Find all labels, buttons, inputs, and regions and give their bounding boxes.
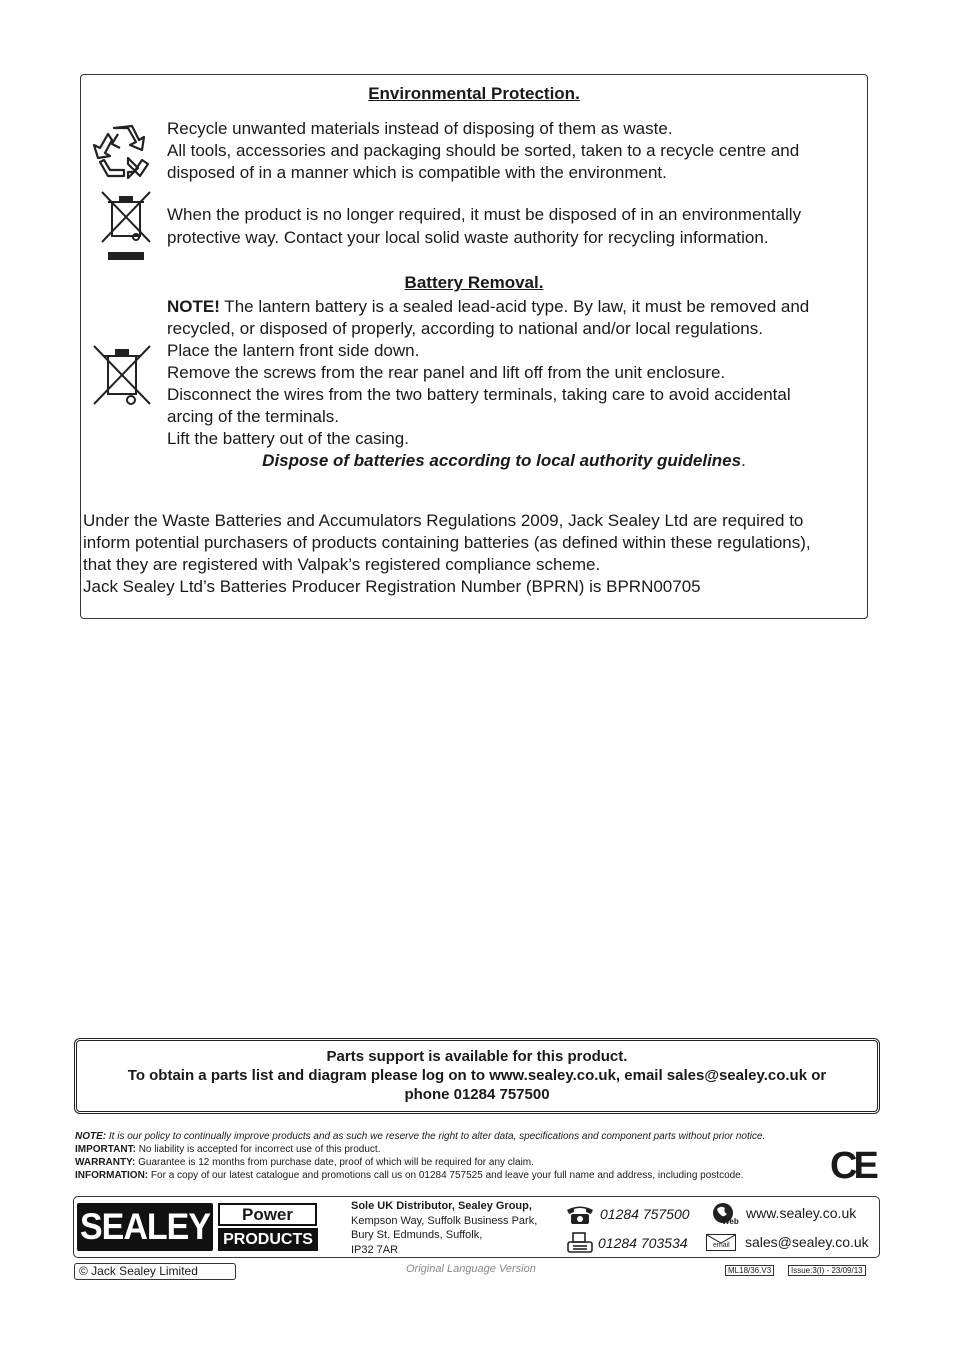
battery-line: Lift the battery out of the casing.: [167, 429, 409, 448]
note-text: It is our policy to continually improve products and as such we reserve the right to alter data, specifications and component parts without prior notice.: [106, 1131, 766, 1142]
battery-line: arcing of the terminals.: [167, 407, 339, 426]
regulations-line: that they are registered with Valpak’s registered compliance scheme.: [83, 555, 601, 574]
model-number: ML18/36.V3: [725, 1265, 774, 1276]
copyright: © Jack Sealey Limited: [74, 1263, 236, 1280]
sealey-logo-text: SEALEY: [79, 1206, 211, 1248]
warranty-label: WARRANTY:: [75, 1157, 136, 1168]
regulations-line: Under the Waste Batteries and Accumulators Regulations 2009, Jack Sealey Ltd are required to: [83, 511, 804, 530]
disposal-line: When the product is no longer required, it must be disposed of in an environmentally: [167, 205, 802, 224]
important-text: No liability is accepted for incorrect use of this product.: [135, 1144, 381, 1155]
environmental-heading: Environmental Protection.: [368, 84, 580, 103]
distributor-title: Sole UK Distributor, Sealey Group,: [351, 1200, 532, 1212]
email-envelope-icon: [706, 1234, 736, 1251]
information-text: For a copy of our latest catalogue and promotions call us on 01284 757525 and leave your full name and address, including postcode.: [148, 1170, 744, 1181]
parts-support-line: To obtain a parts list and diagram please log on to www.sealey.co.uk, email sales@sealey.co.uk or: [127, 1067, 827, 1084]
products-logo: PRODUCTS: [218, 1228, 318, 1251]
phone-number[interactable]: 01284 757500: [600, 1206, 690, 1222]
power-logo: Power: [218, 1203, 317, 1226]
battery-heading: Battery Removal.: [404, 273, 544, 292]
distributor-line: Kempson Way, Suffolk Business Park,: [351, 1214, 538, 1227]
telephone-icon: [565, 1203, 595, 1225]
website-link[interactable]: www.sealey.co.uk: [746, 1205, 857, 1221]
battery-note-label: NOTE!: [167, 297, 220, 316]
note-label: NOTE:: [75, 1131, 107, 1142]
fax-icon: [565, 1231, 595, 1255]
important-label: IMPORTANT:: [75, 1144, 136, 1155]
web-icon-label: Web: [722, 1217, 739, 1226]
battery-text: [167, 296, 867, 450]
dispose-guideline-period: .: [741, 451, 746, 470]
dispose-guideline: [80, 451, 928, 471]
distributor-address: [351, 1199, 537, 1257]
battery-line: recycled, or disposed of properly, according to national and/or local regulations.: [167, 319, 763, 338]
battery-line: Remove the screws from the rear panel and lift off from the unit enclosure.: [167, 363, 726, 382]
recycle-line: Recycle unwanted materials instead of disposing of them as waste.: [167, 119, 673, 138]
crossed-battery-bin-icon: [92, 344, 152, 408]
crossed-bin-icon: [100, 190, 152, 262]
information-label: INFORMATION:: [75, 1170, 149, 1181]
parts-support-box: [74, 1038, 880, 1114]
disposal-line: protective way. Contact your local solid waste authority for recycling information.: [167, 228, 769, 247]
recycle-text: [167, 118, 867, 184]
sealey-logo: [77, 1203, 213, 1251]
warranty-text: Guarantee is 12 months from purchase date, proof of which will be required for any claim.: [135, 1157, 534, 1168]
issue-date: Issue:3(I) - 23/09/13: [788, 1265, 866, 1276]
recycle-line: All tools, accessories and packaging should be sorted, taken to a recycle centre and: [167, 141, 800, 160]
email-icon-label: email: [713, 1242, 730, 1249]
dispose-guideline-text: Dispose of batteries according to local authority guidelines: [262, 451, 742, 470]
legal-notes: [75, 1130, 865, 1182]
regulations-line: Jack Sealey Ltd’s Batteries Producer Registration Number (BPRN) is BPRN00705: [83, 577, 701, 596]
battery-note-text: The lantern battery is a sealed lead-acid type. By law, it must be removed and: [219, 297, 810, 316]
regulations-text: [83, 510, 873, 598]
fax-number[interactable]: 01284 703534: [598, 1235, 688, 1251]
ce-mark: CE: [830, 1145, 875, 1187]
battery-line: Disconnect the wires from the two battery terminals, taking care to avoid accidental: [167, 385, 791, 404]
parts-support-line: phone 01284 757500: [404, 1086, 550, 1103]
battery-line: Place the lantern front side down.: [167, 341, 420, 360]
original-language-version: Original Language Version: [406, 1263, 536, 1275]
recycle-icon: [90, 120, 154, 184]
email-link[interactable]: sales@sealey.co.uk: [745, 1234, 869, 1250]
distributor-line: Bury St. Edmunds, Suffolk,: [351, 1229, 483, 1241]
regulations-line: inform potential purchasers of products containing batteries (as defined within these regulations),: [83, 533, 811, 552]
parts-support-line: Parts support is available for this product.: [326, 1048, 628, 1065]
recycle-line: disposed of in a manner which is compatible with the environment.: [167, 163, 667, 182]
distributor-line: IP32 7AR: [351, 1243, 399, 1256]
disposal-text: [167, 203, 867, 249]
